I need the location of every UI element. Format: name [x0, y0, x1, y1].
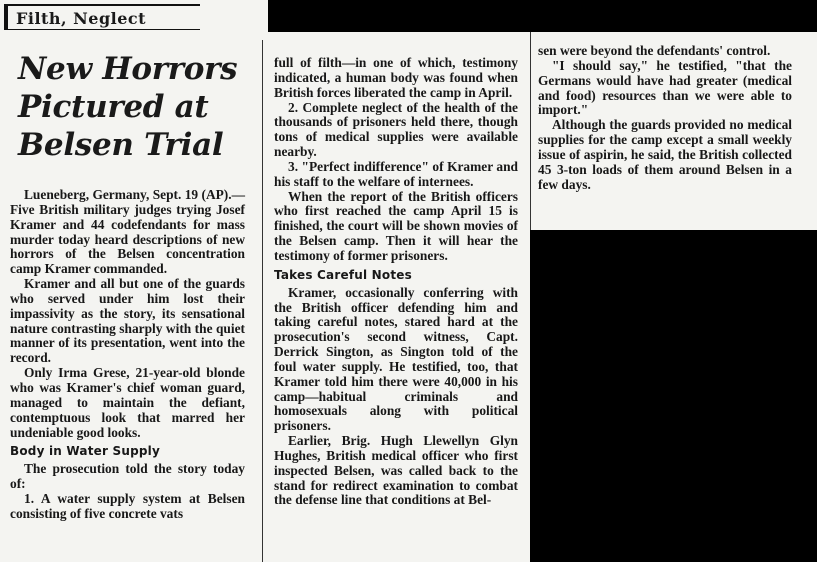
- paragraph: Only Irma Grese, 21-year-old blonde who was Kramer's chief woman guard, managed to maintain the defiant, contemptuous look that marred her undeniable good looks.: [10, 365, 245, 440]
- headline-line: Belsen Trial: [18, 127, 224, 163]
- headline-line: New Horrors: [18, 51, 238, 87]
- column-3-body: [538, 44, 792, 192]
- paragraph: When the report of the British officers who first reached the camp April 15 is finished, the court will be shown movies of the Belsen camp. Then it will hear the testimony of former prisoners.: [274, 188, 518, 263]
- paragraph: Kramer and all but one of the guards who served under him lost their impassivity as the story, its sensational nature contrasting sharply with the quiet manner of its presentation, went into the record.: [10, 276, 245, 366]
- paragraph: The prosecution told the story today of:: [10, 461, 245, 492]
- article-column-2: [268, 32, 530, 562]
- section-kicker: Filth, Neglect: [4, 4, 200, 30]
- headline-line: Pictured at: [18, 89, 209, 125]
- paragraph: 3. "Perfect indifference" of Kramer and his staff to the welfare of internees.: [274, 158, 518, 189]
- paragraph: Earlier, Brig. Hugh Llewellyn Glyn Hughes, British medical officer who first inspected Belsen, was called back to the stand for redirect examination to combat the defense line that conditions at Bel-: [274, 433, 518, 508]
- paragraph: "I should say," he testified, "that the Germans would have had greater (medical and food) resources than we were able to import.": [538, 57, 792, 118]
- column-2-body: [274, 56, 518, 508]
- paragraph: full of filth—in one of which, testimony indicated, a human body was found when British forces liberated the camp in April.: [274, 55, 518, 100]
- paragraph: Although the guards provided no medical supplies for the camp except a small weekly issue of aspirin, he said, the British collected 45 3-ton loads of them around Belsen in a few days.: [538, 117, 792, 192]
- article-column-3: [530, 32, 817, 230]
- paragraph: 1. A water supply system at Belsen consisting of five concrete vats: [10, 490, 245, 521]
- headline: [18, 50, 268, 164]
- column-divider: [262, 40, 263, 562]
- column-1-body: [10, 188, 245, 522]
- column-divider: [530, 32, 531, 230]
- paragraph: Lueneberg, Germany, Sept. 19 (AP).—Five British military judges trying Josef Kramer and 44 codefendants for mass murder today heard descriptions of new horrors of the Belsen concentration camp Kramer commanded.: [10, 187, 245, 277]
- paragraph: 2. Complete neglect of the health of the thousands of prisoners held there, though tons of medical supplies were available nearby.: [274, 99, 518, 160]
- article-column-1: [0, 0, 268, 562]
- paragraph: sen were beyond the defendants' control.: [538, 43, 771, 58]
- subheading: Body in Water Supply: [10, 444, 160, 459]
- paragraph: Kramer, occasionally conferring with the British officer defending him and taking careful notes, stared hard at the prosecution's second witness, Capt. Derrick Sington, as Sington told of the foul water supply. He testified, too, that Kramer told him there were 40,000 in his camp—habitual criminals and homosexuals along with political prisoners.: [274, 284, 518, 434]
- subheading: Takes Careful Notes: [274, 267, 412, 282]
